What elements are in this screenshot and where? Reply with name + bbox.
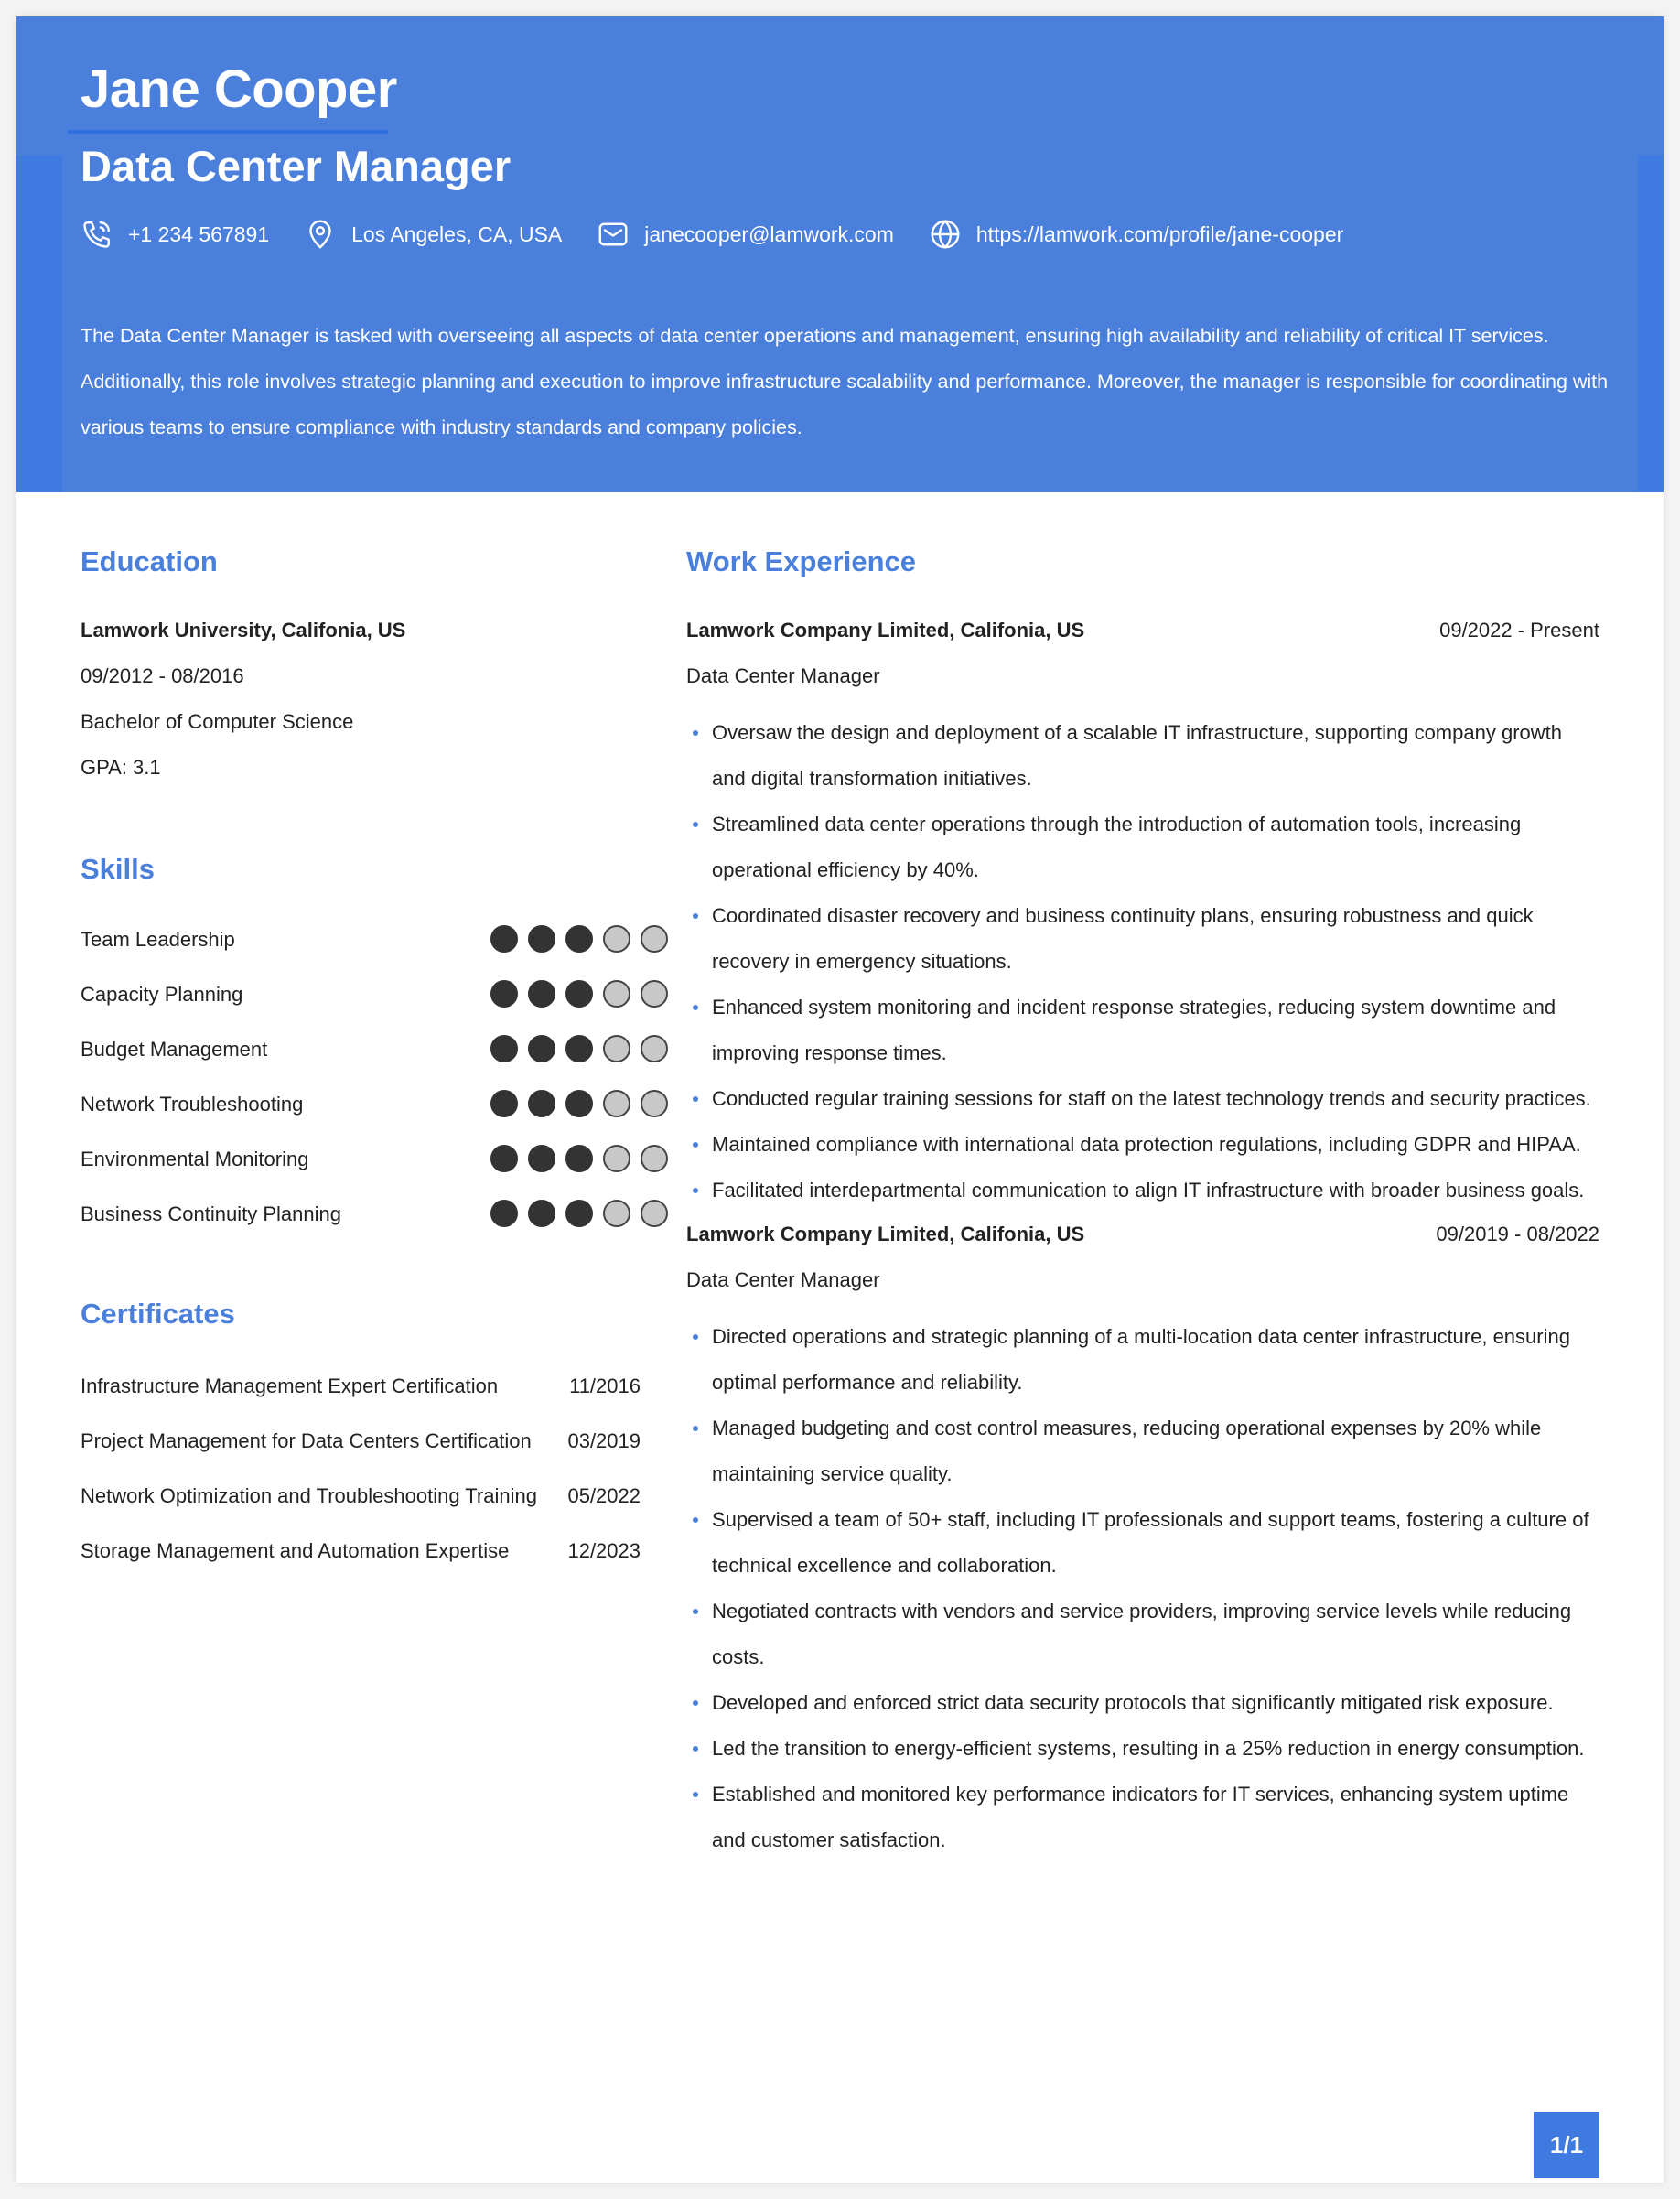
skill-dot-filled [565,1035,593,1062]
skill-dot-empty [641,1090,668,1117]
skill-name: Business Continuity Planning [81,1202,341,1225]
job-bullet: Established and monitored key performance indicators for IT services, enhancing system uptime and customer satisfaction. [686,1772,1599,1863]
skill-rating [490,980,678,1008]
skill-rating [490,1090,678,1117]
job-role: Data Center Manager [686,1268,880,1291]
resume-header [16,16,1664,492]
skill-dot-filled [565,1145,593,1172]
job-bullet: Directed operations and strategic planning of a multi-location data center infrastructure, ensuring optimal performance and reliability. [686,1314,1599,1406]
job-company: Lamwork Company Limited, Califonia, US [686,1223,1085,1245]
email-text: janecooper@lamwork.com [644,221,894,246]
candidate-name: Jane Cooper [81,59,397,119]
skill-dot-empty [603,1035,630,1062]
skill-dot-empty [603,1200,630,1227]
certificate-name: Infrastructure Management Expert Certification [81,1374,499,1397]
skill-dot-filled [490,980,518,1008]
certificate-row [81,1539,641,1570]
job-bullet: Facilitated interdepartmental communication to align IT infrastructure with broader business goals. [686,1168,1599,1213]
contact-email[interactable] [597,218,894,251]
education-school: Lamwork University, Califonia, US [81,619,406,641]
skill-dot-empty [641,925,668,953]
certificate-row [81,1374,641,1406]
resume-page [16,16,1664,2183]
job-bullet: Managed budgeting and cost control measures, reducing operational expenses by 20% while maintaining service quality. [686,1406,1599,1497]
skill-row [81,922,639,959]
job-bullet: Enhanced system monitoring and incident response strategies, reducing system downtime and improving response times. [686,985,1599,1076]
name-underline [68,130,388,134]
education-degree: Bachelor of Computer Science [81,710,354,733]
certificate-row [81,1484,641,1515]
contact-phone[interactable] [81,218,269,251]
skill-dot-filled [490,925,518,953]
certificate-date: 03/2019 [567,1429,641,1452]
header-accent-left [16,156,62,492]
page-number-badge: 1/1 [1534,2112,1599,2178]
phone-icon [81,218,113,251]
skill-dot-filled [565,1200,593,1227]
job-bullet: Oversaw the design and deployment of a scalable IT infrastructure, supporting company growth and digital transformation initiatives. [686,710,1599,802]
job-bullets [686,1314,1599,1863]
job-header [686,619,1599,664]
skill-dot-filled [528,1090,555,1117]
job-bullet: Supervised a team of 50+ staff, including IT professionals and support teams, fostering a culture of technical excellence and collaboration. [686,1497,1599,1589]
skill-dot-filled [490,1035,518,1062]
education-heading: Education [81,545,218,577]
job-entry [686,1223,1599,1863]
skill-dot-empty [641,1145,668,1172]
certificate-row [81,1429,641,1461]
job-bullets [686,710,1599,1213]
skill-name: Team Leadership [81,928,235,951]
skill-dot-empty [603,925,630,953]
profile-summary: The Data Center Manager is tasked with overseeing all aspects of data center operations and management, ensuring high availability and reliability of critical IT services. Additionally, this role involves strategic planning and execution to improve infrastructure scalability and performance. Moreover, the manager is responsible for coordinating with various teams to ensure compliance with industry standards and company policies. [81,325,1609,438]
job-bullet: Led the transition to energy-efficient systems, resulting in a 25% reduction in energy consumption. [686,1726,1599,1772]
skill-dot-empty [641,1035,668,1062]
skill-dot-filled [528,980,555,1008]
skill-dot-filled [528,1035,555,1062]
skill-name: Capacity Planning [81,983,243,1006]
job-bullet: Streamlined data center operations through the introduction of automation tools, increasing operational efficiency by 40%. [686,802,1599,893]
job-bullet: Maintained compliance with international data protection regulations, including GDPR and HIPAA. [686,1122,1599,1168]
certificate-date: 12/2023 [567,1539,641,1562]
job-role: Data Center Manager [686,664,880,687]
skill-name: Environmental Monitoring [81,1148,309,1170]
skill-dot-filled [528,1200,555,1227]
skill-dot-filled [528,925,555,953]
certificate-date: 11/2016 [569,1374,641,1397]
certificate-name: Network Optimization and Troubleshooting Training [81,1484,537,1507]
job-bullet: Negotiated contracts with vendors and service providers, improving service levels while reducing costs. [686,1589,1599,1680]
skill-dot-empty [641,1200,668,1227]
skill-dot-empty [603,1145,630,1172]
skill-row [81,1197,639,1234]
globe-icon [929,218,962,251]
education-gpa: GPA: 3.1 [81,756,161,779]
skill-dot-filled [490,1200,518,1227]
job-bullet: Conducted regular training sessions for staff on the latest technology trends and security practices. [686,1076,1599,1122]
skill-rating [490,925,678,953]
certificate-name: Project Management for Data Centers Certification [81,1429,532,1452]
contact-website[interactable] [929,218,1343,251]
skill-rating [490,1145,678,1172]
contact-bar [81,214,1378,254]
phone-text: +1 234 567891 [128,221,270,246]
certificate-name: Storage Management and Automation Expertise [81,1539,510,1562]
job-bullet: Coordinated disaster recovery and business continuity plans, ensuring robustness and quick recovery in emergency situations. [686,893,1599,985]
skill-dot-filled [528,1145,555,1172]
job-bullet: Developed and enforced strict data security protocols that significantly mitigated risk exposure. [686,1680,1599,1726]
job-header [686,1223,1599,1268]
skill-name: Network Troubleshooting [81,1093,304,1116]
skill-dot-empty [603,1090,630,1117]
skill-dot-filled [565,1090,593,1117]
skill-row [81,1087,639,1124]
skill-row [81,1142,639,1179]
job-entry [686,619,1599,1213]
website-text: https://lamwork.com/profile/jane-cooper [975,221,1344,246]
skill-name: Budget Management [81,1038,268,1061]
candidate-title: Data Center Manager [81,142,512,190]
skill-row [81,977,639,1014]
skill-dot-filled [490,1090,518,1117]
skill-dot-empty [603,980,630,1008]
skill-row [81,1032,639,1069]
skill-dot-filled [565,925,593,953]
certificate-date: 05/2022 [567,1484,641,1507]
job-dates: 09/2022 - Present [1439,619,1599,641]
location-pin-icon [304,218,337,251]
certificates-heading: Certificates [81,1298,235,1330]
work-experience-heading: Work Experience [686,545,916,577]
job-company: Lamwork Company Limited, Califonia, US [686,619,1085,641]
job-dates: 09/2019 - 08/2022 [1436,1223,1599,1245]
skill-dot-filled [490,1145,518,1172]
contact-location[interactable] [304,218,562,251]
location-text: Los Angeles, CA, USA [351,221,563,246]
header-accent-right [1638,156,1664,492]
skills-heading: Skills [81,853,155,885]
skill-dot-empty [641,980,668,1008]
skill-rating [490,1200,678,1227]
skill-rating [490,1035,678,1062]
skill-dot-filled [565,980,593,1008]
email-icon [597,218,630,251]
education-dates: 09/2012 - 08/2016 [81,664,244,687]
